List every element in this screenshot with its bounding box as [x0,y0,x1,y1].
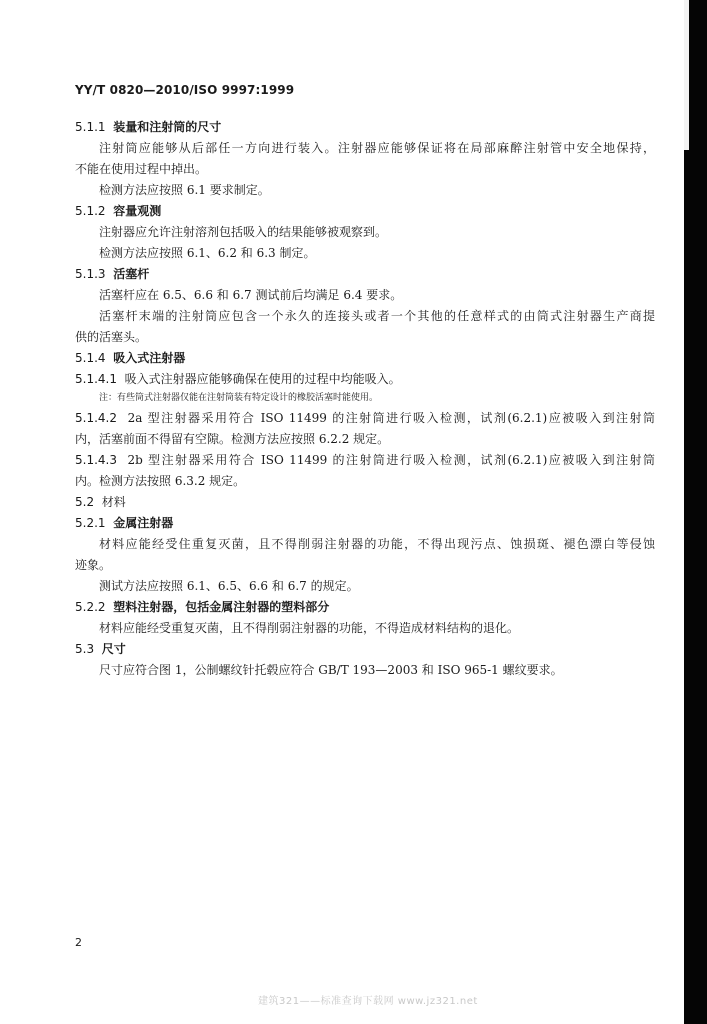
page-number: 2 [75,936,82,949]
section-heading-line [75,599,655,615]
line-text: 供的活塞头。 [75,330,148,344]
section-heading-line [75,350,655,366]
line-text: 尺寸应符合图 1，公制螺纹针托毂应符合 GB/T 193—2003 和 ISO 965-1 螺纹要求。 [99,663,563,677]
section-heading-line [75,266,655,282]
body-text-line [75,287,655,303]
body-text-line [75,329,655,345]
line-text: 注：有些筒式注射器仅能在注射筒装有特定设计的橡胶活塞时能使用。 [99,393,379,403]
section-title: 活塞杆 [113,267,150,281]
body-text-line [75,473,655,489]
body-text-line [75,662,655,678]
line-text: 注射筒应能够从后部任一方向进行装入。注射器应能够保证将在局部麻醉注射管中安全地保持， [99,141,655,155]
line-text: 不能在使用过程中掉出。 [75,162,208,176]
line-text: 材料 [101,495,126,509]
standard-code-header: YY/T 0820—2010/ISO 9997:1999 [75,83,295,97]
watermark-footer: 建筑321——标准查询下载网 www.jz321.net [258,996,478,1007]
section-heading-line [75,641,655,657]
line-text: 检测方法应按照 6.1、6.2 和 6.3 制定。 [99,246,316,260]
body-text-line [75,536,655,552]
section-number: 5.2.1 [75,516,106,530]
line-text: 材料应能经受重复灭菌，且不得削弱注射器的功能，不得造成材料结构的退化。 [99,621,520,635]
section-title: 尺寸 [101,642,126,656]
section-heading-line [75,203,655,219]
line-text: 材料应能经受住重复灭菌，且不得削弱注射器的功能，不得出现污点、蚀损斑、褪色漂白等侵蚀 [99,537,655,551]
line-text: 迹象。 [75,558,112,572]
body-text-line [75,557,655,573]
body-text-line [75,182,655,198]
section-number: 5.1.4.2 [75,411,117,425]
line-text: 活塞杆应在 6.5、6.6 和 6.7 测试前后均满足 6.4 要求。 [99,288,403,302]
section-title: 装量和注射筒的尺寸 [113,120,222,134]
section-number: 5.1.4 [75,351,106,365]
body-text-line [75,308,655,324]
section-title: 塑料注射器，包括金属注射器的塑料部分 [113,600,330,614]
section-heading-line [75,410,655,426]
line-text: 内。检测方法按照 6.3.2 规定。 [75,474,246,488]
line-text: 注射器应允许注射溶剂包括吸入的结果能够被观察到。 [99,225,388,239]
scan-edge-highlight [684,0,689,150]
section-heading-line [75,119,655,135]
section-heading-line [75,494,655,510]
line-text: 吸入式注射器应能够确保在使用的过程中均能吸入。 [124,372,401,386]
section-number: 5.1.2 [75,204,106,218]
line-text: 活塞杆末端的注射筒应包含一个永久的连接头或者一个其他的任意样式的由筒式注射器生产商提 [99,309,655,323]
note-line [75,392,655,405]
section-title: 吸入式注射器 [113,351,186,365]
line-text: 2b 型注射器采用符合 ISO 11499 的注射筒进行吸入检测，试剂(6.2.1)应被吸入到注射筒 [127,453,655,467]
section-heading-line [75,371,655,387]
section-number: 5.1.4.1 [75,372,117,386]
line-text: 测试方法应按照 6.1、6.5、6.6 和 6.7 的规定。 [99,579,359,593]
section-number: 5.3 [75,642,95,656]
body-text-line [75,161,655,177]
section-number: 5.2 [75,495,95,509]
document-body [75,119,655,683]
body-text-line [75,224,655,240]
section-number: 5.2.2 [75,600,106,614]
body-text-line [75,245,655,261]
section-number: 5.1.4.3 [75,453,117,467]
line-text: 内，活塞前面不得留有空隙。检测方法应按照 6.2.2 规定。 [75,432,390,446]
section-heading-line [75,452,655,468]
scan-edge-shadow [684,0,707,1024]
section-title: 容量观测 [113,204,162,218]
line-text: 2a 型注射器采用符合 ISO 11499 的注射筒进行吸入检测，试剂(6.2.1)应被吸入到注射筒 [127,411,655,425]
body-text-line [75,431,655,447]
section-title: 金属注射器 [113,516,174,530]
line-text: 检测方法应按照 6.1 要求制定。 [99,183,270,197]
body-text-line [75,578,655,594]
section-heading-line [75,515,655,531]
body-text-line [75,620,655,636]
section-number: 5.1.1 [75,120,106,134]
body-text-line [75,140,655,156]
section-number: 5.1.3 [75,267,106,281]
